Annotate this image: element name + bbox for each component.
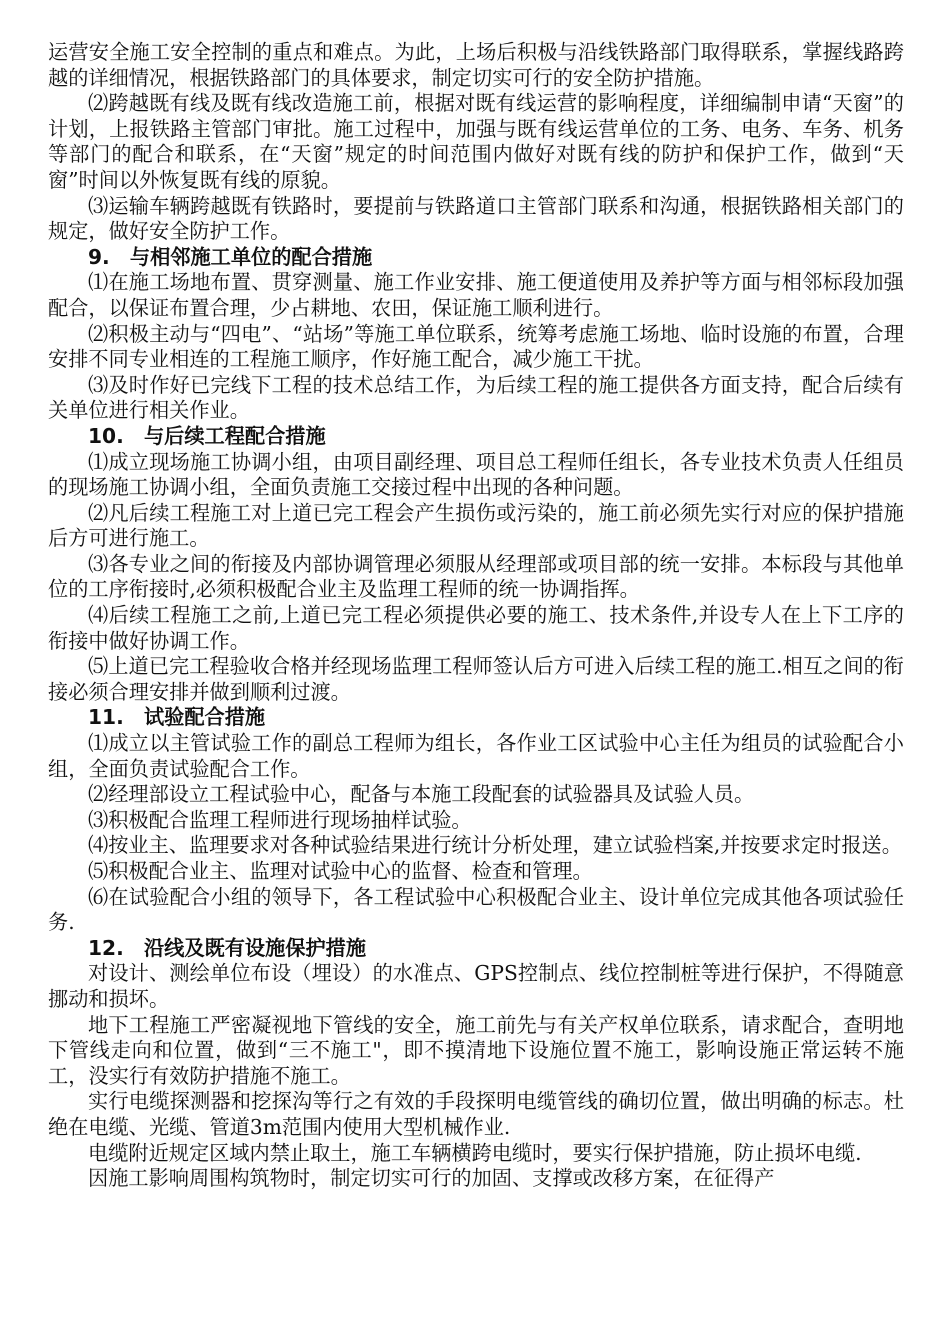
body-paragraph: ⑸积极配合业主、监理对试验中心的监督、检查和管理。	[88, 859, 593, 883]
body-paragraph: 实行电缆探测器和挖探沟等行之有效的手段探明电缆管线的确切位置，做出明确的标志。杜绝在电缆、光缆、管道3m范围内使用大型机械作业.	[48, 1089, 904, 1139]
body-paragraph: ⑴在施工场地布置、贯穿测量、施工作业安排、施工便道使用及养护等方面与相邻标段加强配合，以保证布置合理，少占耕地、农田，保证施工顺利进行。	[48, 270, 904, 320]
body-paragraph: 地下工程施工严密凝视地下管线的安全，施工前先与有关产权单位联系，请求配合，查明地下管线走向和位置，做到“三不施工"，即不摸清地下设施位置不施工，影响设施正常运转不施工，没实行有效防护措施不施工。	[48, 1012, 904, 1088]
body-paragraph: ⑴成立现场施工协调小组，由项目副经理、项目总工程师任组长，各专业技术负责人任组员的现场施工协调小组，全面负责施工交接过程中出现的各种问题。	[48, 449, 904, 500]
body-paragraph: ⑵凡后续工程施工对上道已完工程会产生损伤或污染的，施工前必须先实行对应的保护措施后方可进行施工。	[48, 500, 904, 551]
document-page	[48, 40, 904, 1192]
body-paragraph: 电缆附近规定区域内禁止取土，施工车辆横跨电缆时，要实行保护措施，防止损坏电缆.	[88, 1140, 862, 1165]
body-paragraph: ⑵积极主动与“四电”、“站场”等施工单位联系，统筹考虑施工场地、临时设施的布置，合理安排不同专业相连的工程施工顺序，作好施工配合，减少施工干扰。	[48, 321, 904, 372]
body-paragraph: ⑵跨越既有线及既有线改造施工前，根据对既有线运营的影响程度，详细编制申请“天窗”的计划，上报铁路主管部门审批。施工过程中，加强与既有线运营单位的工务、电务、车务、机务等部门的配合和联系，在“天窗”规定的时间范围内做好对既有线的防护和保护工作，做到“天窗”时间以外恢复既有线的原貌。	[48, 91, 904, 192]
body-paragraph: ⑷按业主、监理要求对各种试验结果进行统计分析处理，建立试验档案,并按要求定时报送。	[88, 833, 902, 858]
body-paragraph: ⑸上道已完工程验收合格并经现场监理工程师签认后方可进入后续工程的施工.相互之间的衔接必须合理安排并做到顺利过渡。	[48, 654, 904, 704]
body-paragraph: ⑵经理部设立工程试验中心，配备与本施工段配套的试验器具及试验人员。	[88, 782, 755, 807]
body-paragraph: ⑶运输车辆跨越既有铁路时，要提前与铁路道口主管部门联系和沟通，根据铁路相关部门的规定，做好安全防护工作。	[48, 193, 904, 244]
body-paragraph: ⑶各专业之间的衔接及内部协调管理必须服从经理部或项目部的统一安排。本标段与其他单位的工序衔接时,必须积极配合业主及监理工程师的统一协调指挥。	[48, 551, 904, 602]
section-heading: 10. 与后续工程配合措施	[88, 423, 326, 448]
body-paragraph: ⑷后续工程施工之前,上道已完工程必须提供必要的施工、技术条件,并设专人在上下工序的衔接中做好协调工作。	[48, 603, 904, 653]
body-paragraph: ⑶积极配合监理工程师进行现场抽样试验。	[88, 807, 472, 832]
body-paragraph: 对设计、测绘单位布设（埋设）的水准点、GPS控制点、线位控制桩等进行保护，不得随意挪动和损坏。	[48, 961, 904, 1011]
section-heading: 9. 与相邻施工单位的配合措施	[88, 244, 373, 269]
body-paragraph: 因施工影响周围构筑物时，制定切实可行的加固、支撑或改移方案，在征得产	[88, 1166, 775, 1191]
section-heading: 11. 试验配合措施	[88, 705, 266, 730]
body-paragraph: ⑹在试验配合小组的领导下，各工程试验中心积极配合业主、设计单位完成其他各项试验任务.	[48, 884, 904, 935]
body-paragraph: ⑶及时作好已完线下工程的技术总结工作，为后续工程的施工提供各方面支持，配合后续有关单位进行相关作业。	[48, 372, 904, 423]
body-paragraph: ⑴成立以主管试验工作的副总工程师为组长，各作业工区试验中心主任为组员的试验配合小组，全面负责试验配合工作。	[48, 731, 904, 781]
body-paragraph: 运营安全施工安全控制的重点和难点。为此，上场后积极与沿线铁路部门取得联系，掌握线路跨越的详细情况，根据铁路部门的具体要求，制定切实可行的安全防护措施。	[48, 40, 904, 90]
section-heading: 12. 沿线及既有设施保护措施	[88, 935, 367, 960]
